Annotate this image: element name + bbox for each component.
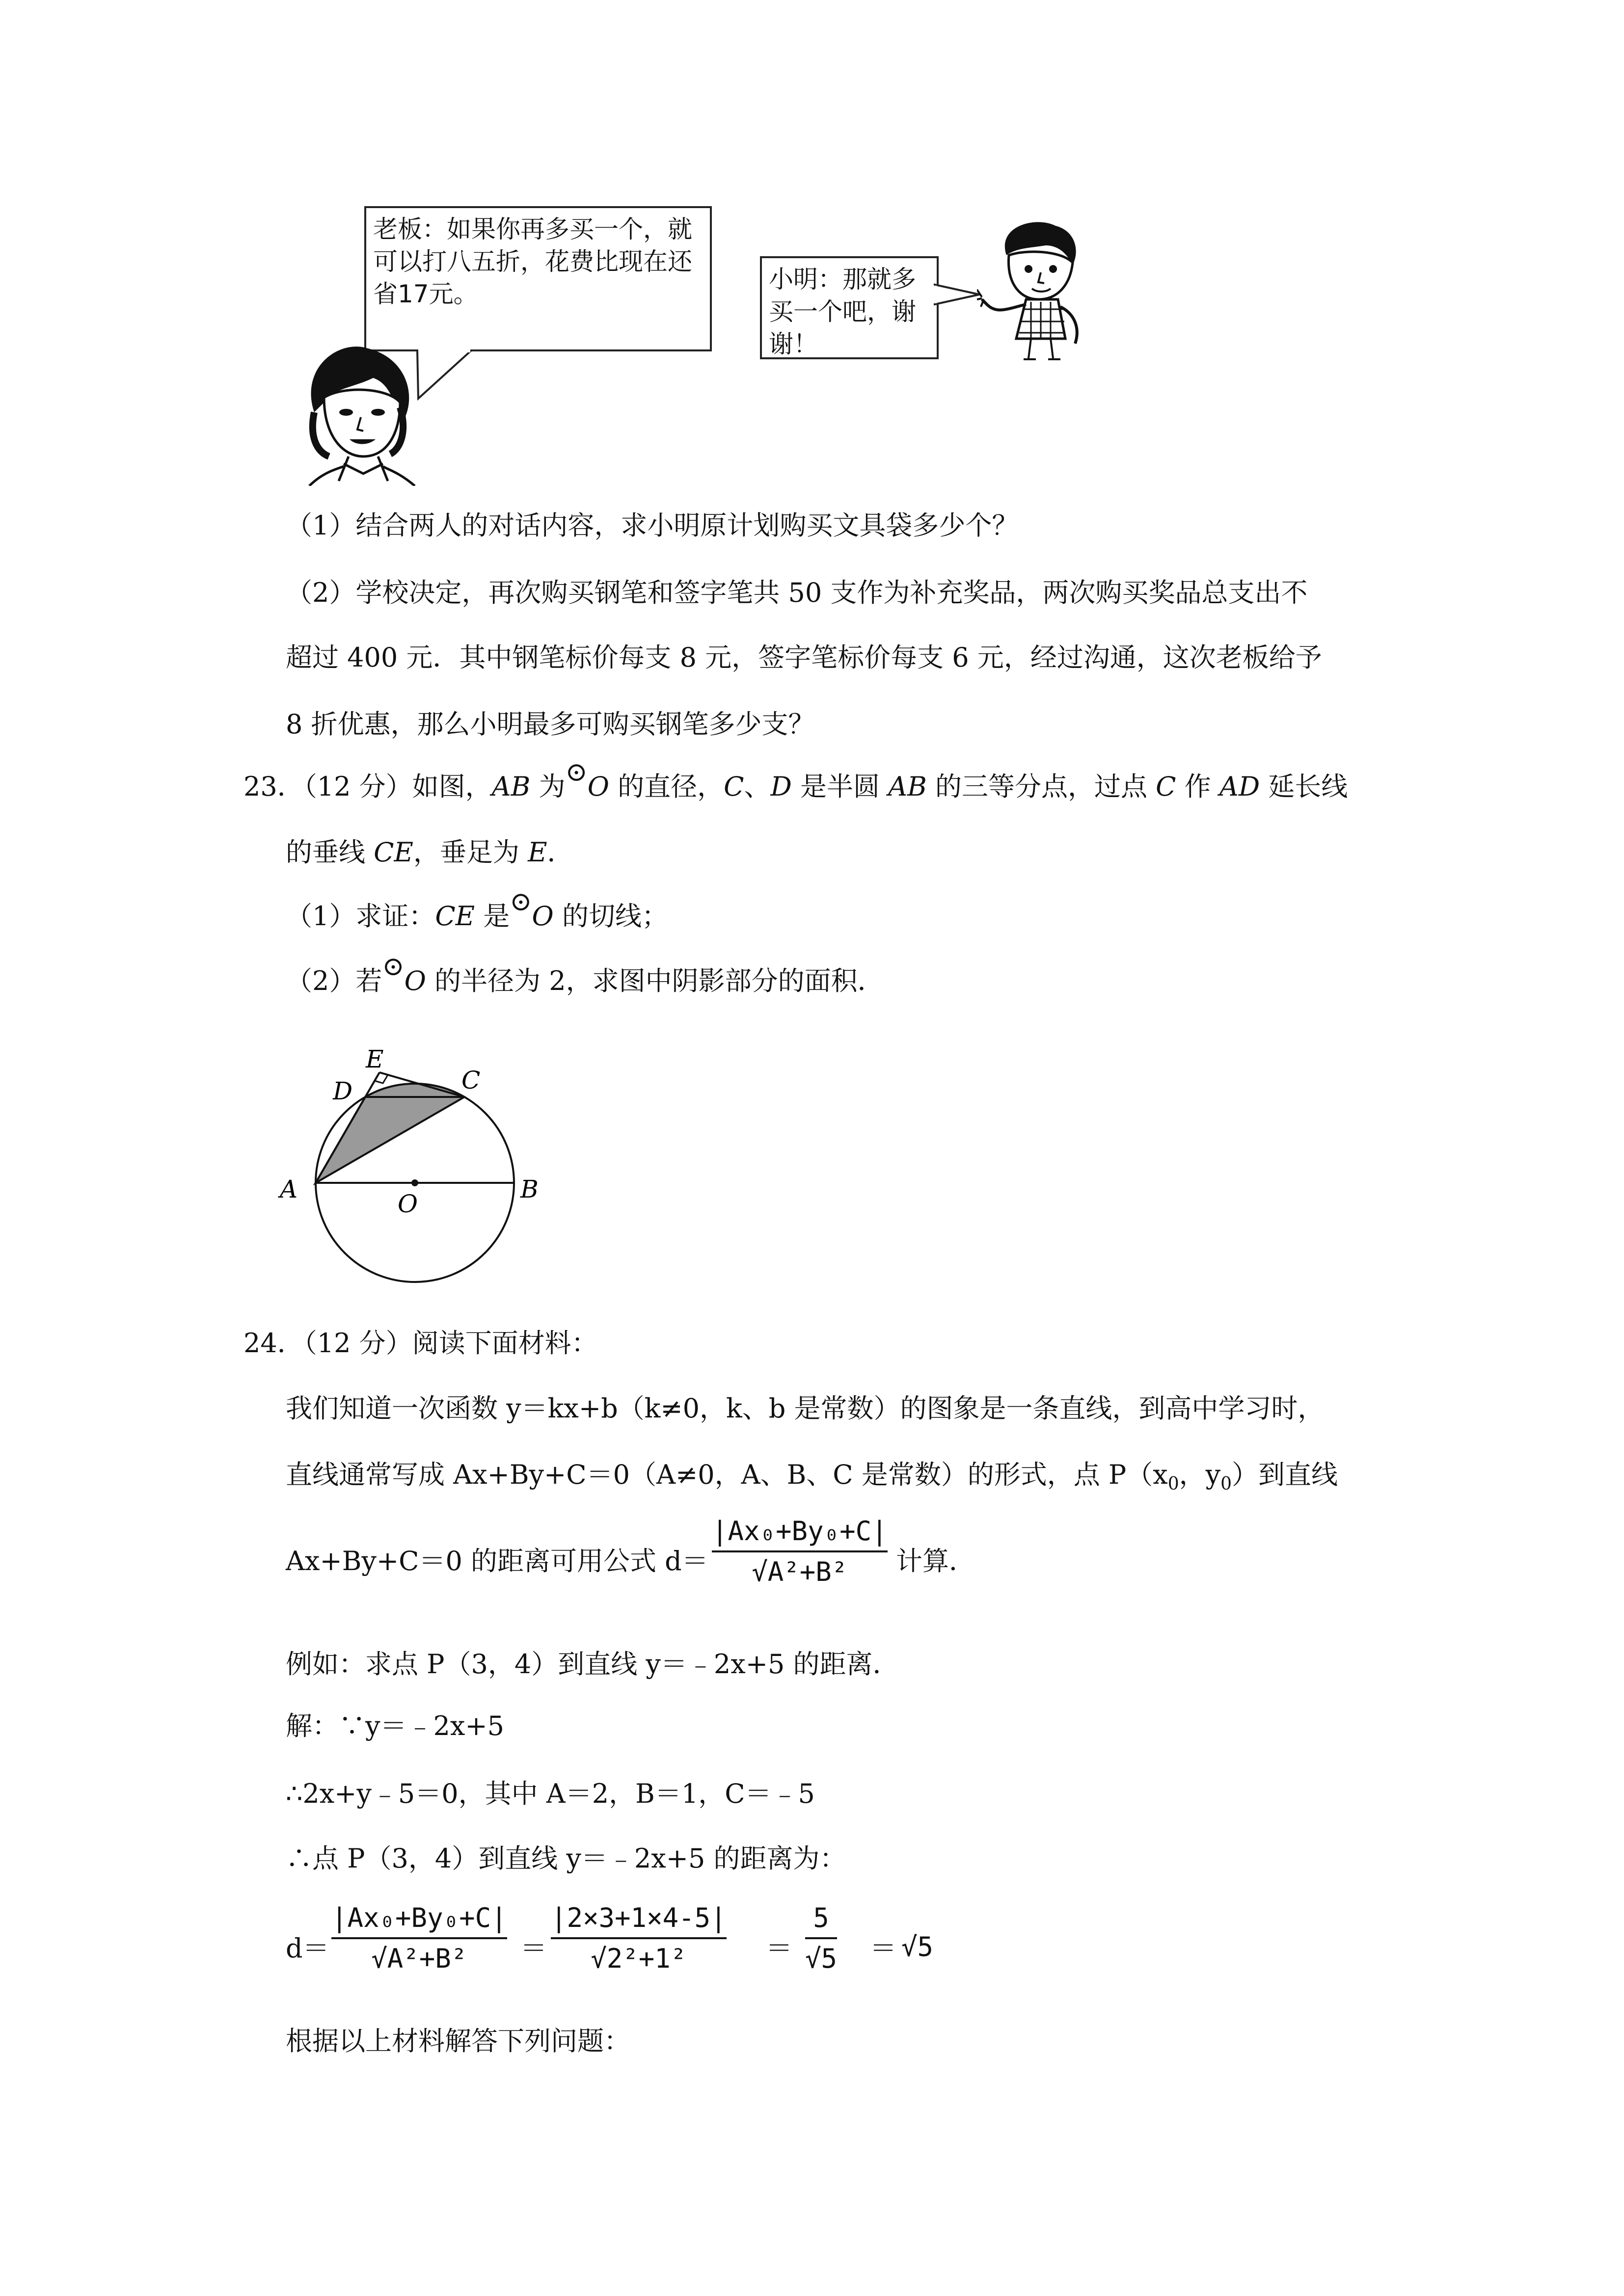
label-o: O (398, 1190, 418, 1218)
calc-equals-1: ＝ (520, 1933, 547, 1964)
xiaoming-boy-illustration (977, 216, 1100, 363)
boss-speech-bubble (364, 206, 712, 351)
distance-formula: |Ax₀+By₀+C| √A²+B² (712, 1516, 888, 1587)
fraction-bar (551, 1937, 727, 1939)
q24-solution-line2: ∴2x+y﹣5＝0，其中 A＝2，B＝1，C＝﹣5 (286, 1778, 815, 1809)
label-c: C (461, 1066, 481, 1095)
calc-fraction-3: 5 √5 (805, 1902, 838, 1974)
q24-line3-right: 计算． (896, 1546, 975, 1576)
ming-bubble-tail (933, 280, 982, 319)
q24-solution-line1: 解：∵y＝﹣2x+5 (286, 1710, 504, 1741)
label-b: B (520, 1175, 539, 1203)
boss-bubble-tail (412, 349, 481, 403)
label-a: A (280, 1175, 298, 1203)
calc-equals-3: ＝ (870, 1933, 896, 1964)
q23-part1: （1）求证：CE 是⊙O 的切线； (286, 886, 668, 932)
q24-line1: 我们知道一次函数 y＝kx+b（k≠0，k、b 是常数）的图象是一条直线，到高中学习时， (286, 1393, 1325, 1424)
q22-part2-line3: 8 折优惠，那么小明最多可购买钢笔多少支？ (286, 709, 815, 740)
fraction-bar (331, 1937, 507, 1939)
ming-speech-bubble (760, 256, 939, 359)
label-d: D (333, 1077, 353, 1105)
circle-symbol-icon: ⊙ (382, 951, 405, 982)
q24-solution-line3: ∴点 P（3，4）到直线 y＝﹣2x+5 的距离为： (286, 1843, 846, 1874)
q24-closing: 根据以上材料解答下列问题： (286, 2026, 630, 2056)
circle-symbol-icon: ⊙ (510, 886, 532, 917)
q24-example: 例如：求点 P（3，4）到直线 y＝﹣2x+5 的距离． (286, 1649, 899, 1680)
q23-line2: 的垂线 CE，垂足为 E． (286, 837, 574, 868)
boss-speech-text: 老板：如果你再多买一个，就可以打八五折，花费比现在还省17元。 (373, 215, 692, 308)
label-e: E (366, 1045, 384, 1073)
q22-part1: （1）结合两人的对话内容，求小明原计划购买文具袋多少个？ (286, 510, 1019, 541)
calc-fraction-2: |2×3+1×4-5| √2²+1² (551, 1902, 727, 1974)
q23-part2: （2）若⊙O 的半径为 2，求图中阴影部分的面积． (286, 951, 884, 996)
ming-speech-text: 小明：那就多买一个吧，谢谢！ (769, 265, 916, 358)
fraction-bar (805, 1937, 837, 1939)
q24-line3-left: Ax+By+C＝0 的距离可用公式 d＝ (286, 1546, 708, 1576)
q24-line2: 直线通常写成 Ax+By+C＝0（A≠0，A、B、C 是常数）的形式，点 $P(x_0$，$y_0$）到直线 (286, 1459, 1338, 1494)
circle-symbol-icon: ⊙ (565, 756, 588, 787)
q23-line1: 23．（12 分）如图，AB 为⊙O 的直径，C、D 是半圆 AB 的三等分点，过点 C 作 AD 延长线 (244, 756, 1348, 802)
q22-part2-line1: （2）学校决定，再次购买钢笔和签字笔共 50 支作为补充奖品，两次购买奖品总支出不 (286, 577, 1308, 608)
calc-equals-2: ＝ (766, 1933, 792, 1964)
calc-result: √5 (901, 1931, 934, 1962)
calc-fraction-1: |Ax₀+By₀+C| √A²+B² (331, 1902, 507, 1974)
q23-geometry-figure (275, 1016, 579, 1296)
fraction-bar (712, 1550, 888, 1552)
q24-header: 24．（12 分）阅读下面材料： (244, 1328, 598, 1359)
boss-woman-illustration (295, 339, 422, 486)
q22-part2-line2: 超过 400 元．其中钢笔标价每支 8 元，签字笔标价每支 6 元，经过沟通，这次老板给予 (286, 642, 1322, 673)
center-o-dot (411, 1179, 418, 1186)
calc-d-label: d＝ (286, 1933, 329, 1964)
